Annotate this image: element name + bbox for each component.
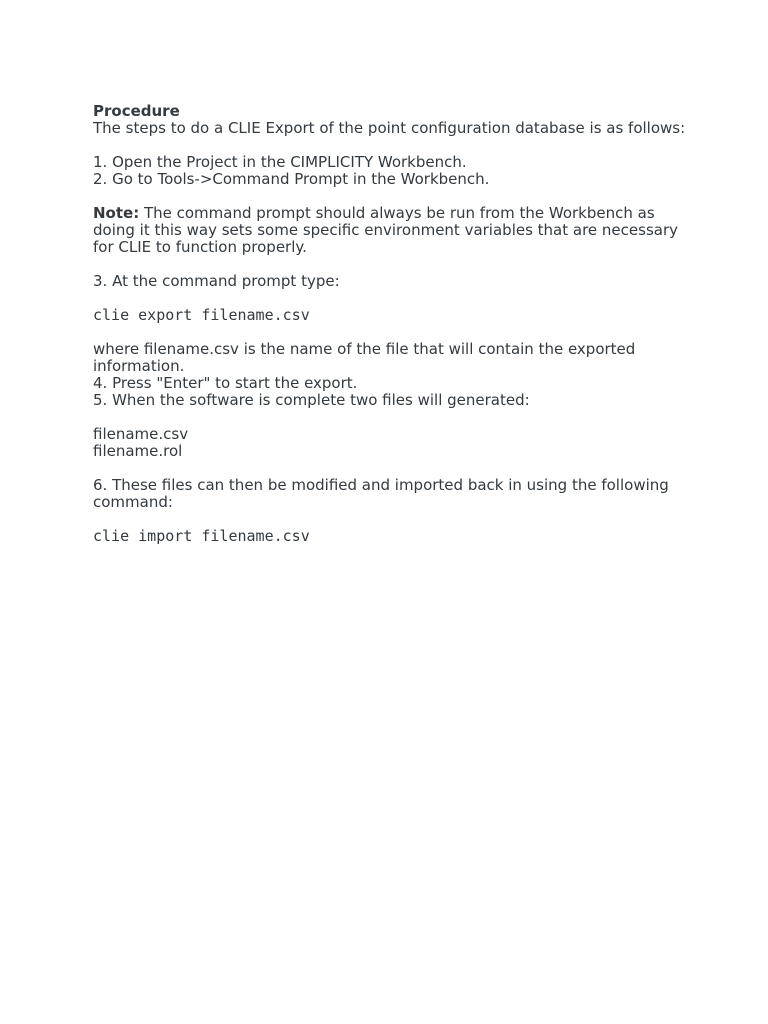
import-command: clie import filename.csv xyxy=(93,527,310,545)
step-1: 1. Open the Project in the CIMPLICITY Workbench. xyxy=(93,153,467,171)
procedure-heading: Procedure xyxy=(93,102,180,120)
file-rol: filename.rol xyxy=(93,442,183,460)
spacer xyxy=(93,188,693,205)
spacer xyxy=(93,290,693,307)
spacer xyxy=(93,137,693,154)
spacer xyxy=(93,324,693,341)
export-command: clie export filename.csv xyxy=(93,306,310,324)
step-6: 6. These files can then be modified and imported back in using the following command: xyxy=(93,476,669,511)
intro-text: The steps to do a CLIE Export of the point configuration database is as follows: xyxy=(93,119,686,137)
spacer xyxy=(93,409,693,426)
note-paragraph xyxy=(93,205,693,256)
spacer xyxy=(93,256,693,273)
step-5: 5. When the software is complete two files will generated: xyxy=(93,391,530,409)
where-text: where filename.csv is the name of the file that will contain the exported information. xyxy=(93,340,636,375)
spacer xyxy=(93,460,693,477)
step-3: 3. At the command prompt type: xyxy=(93,272,340,290)
step-2: 2. Go to Tools->Command Prompt in the Workbench. xyxy=(93,170,490,188)
note-text: The command prompt should always be run from the Workbench as doing it this way sets some specific environment variables that are necessary for CLIE to function properly. xyxy=(93,204,678,256)
spacer xyxy=(93,511,693,528)
file-csv: filename.csv xyxy=(93,425,189,443)
note-label: Note: xyxy=(93,204,140,222)
step-4: 4. Press "Enter" to start the export. xyxy=(93,374,358,392)
document-page xyxy=(93,103,693,545)
